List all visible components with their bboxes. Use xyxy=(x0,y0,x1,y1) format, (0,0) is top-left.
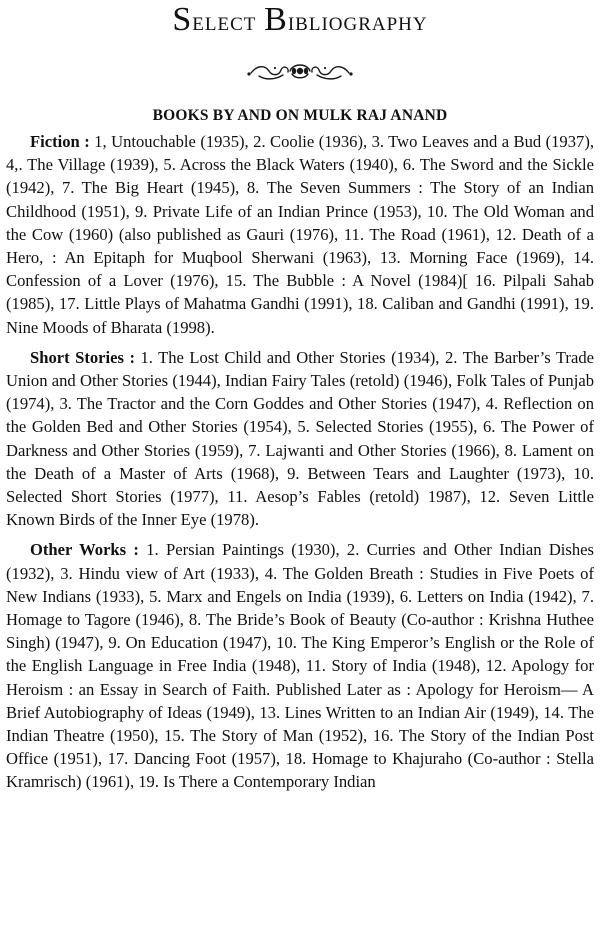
title-initial-b: B xyxy=(264,1,288,38)
other-works-text: 1. Persian Paintings (1930), 2. Curries and Other Indian Dishes (1932), 3. Hindu view of Art (1933), 4. The Golden Breath : Studies in Five Poets of New Indians (1933), 5. Marx and Engels on India (1939), 6. Letters on India (1942), 7. Homage to Tagore (1946), 8. The Bride’s Book of Beauty (Co-author : Krishna Huthee Singh) (1947), 9. On Education (1947), 10. The King Emperor’s English or the Role of the English Language in Free India (1948), 11. Story of India (1948), 12. Apology for Heroism : an Essay in Search of Faith. Published Later as : Apology for Heroism— A Brief Autobiography of Ideas (1949), 13. Lines Written to an Indian Air (1949), 14. The Indian Theatre (1950), 15. The Story of Man (1952), 16. The Story of the Indian Post Office (1951), 17. Dancing Foot (1957), 18. Homage to Khajuraho (Co-author : Stella Kramrisch) (1961), 19. Is There a Contemporary Indian xyxy=(6,540,594,792)
page-title xyxy=(0,0,600,39)
short-stories-label: Short Stories : xyxy=(30,347,135,367)
short-stories-text: 1. The Lost Child and Other Stories (1934), 2. The Barber’s Trade Union and Other Stories (1944), Indian Fairy Tales (retold) (1946), Folk Tales of Punjab (1974), 3. The Tractor and the Corn Goddes and Other Stories (1947), 4. Reflection on the Golden Bed and Other Stories (1954), 5. Selected Stories (1955), 6. The Power of Darkness and Other Stories (1959), 7. Lajwanti and Other Stories (1966), 8. Lament on the Death of a Master of Arts (1968), 9. Between Tears and Laughter (1973), 10. Selected Short Stories (1977), 11. Aesop’s Fables (retold) 1987), 12. Seven Little Known Birds of the Inner Eye (1978). xyxy=(6,347,594,530)
floral-scroll-ornament-icon xyxy=(245,59,355,83)
fiction-label: Fiction : xyxy=(30,132,90,151)
title-word-select: elect xyxy=(192,6,257,36)
title-word-bibliography: ibliography xyxy=(287,6,428,36)
short-stories-paragraph xyxy=(0,346,600,532)
title-initial-s: S xyxy=(172,1,193,38)
fiction-paragraph xyxy=(0,130,600,339)
other-works-label: Other Works : xyxy=(30,540,139,560)
section-heading: BOOKS BY AND ON MULK RAJ ANAND xyxy=(152,107,448,124)
other-works-paragraph xyxy=(0,538,600,793)
fiction-text: 1, Untouchable (1935), 2. Coolie (1936), 3. Two Leaves and a Bud (1937), 4,. The Village (1939), 5. Across the Black Waters (1940), 6. The Sword and the Sickle (1942), 7. The Big Heart (1945), 8. The Seven Summers : The Story of an Indian Childhood (1951), 9. Private Life of an Indian Prince (1953), 10. The Old Woman and the Cow (1960) (also published as Gauri (1976), 11. The Road (1961), 12. Death of a Hero, : An Epitaph for Muqbool Sherwani (1963), 13. Morning Face (1969), 14. Confession of a Lover (1976), 15. The Bubble : A Novel (1984)[ 16. Pilpali Sahab (1985), 17. Little Plays of Mahatma Gandhi (1991), 18. Caliban and Gandhi (1991), 19. Nine Moods of Bharata (1998). xyxy=(6,132,594,337)
